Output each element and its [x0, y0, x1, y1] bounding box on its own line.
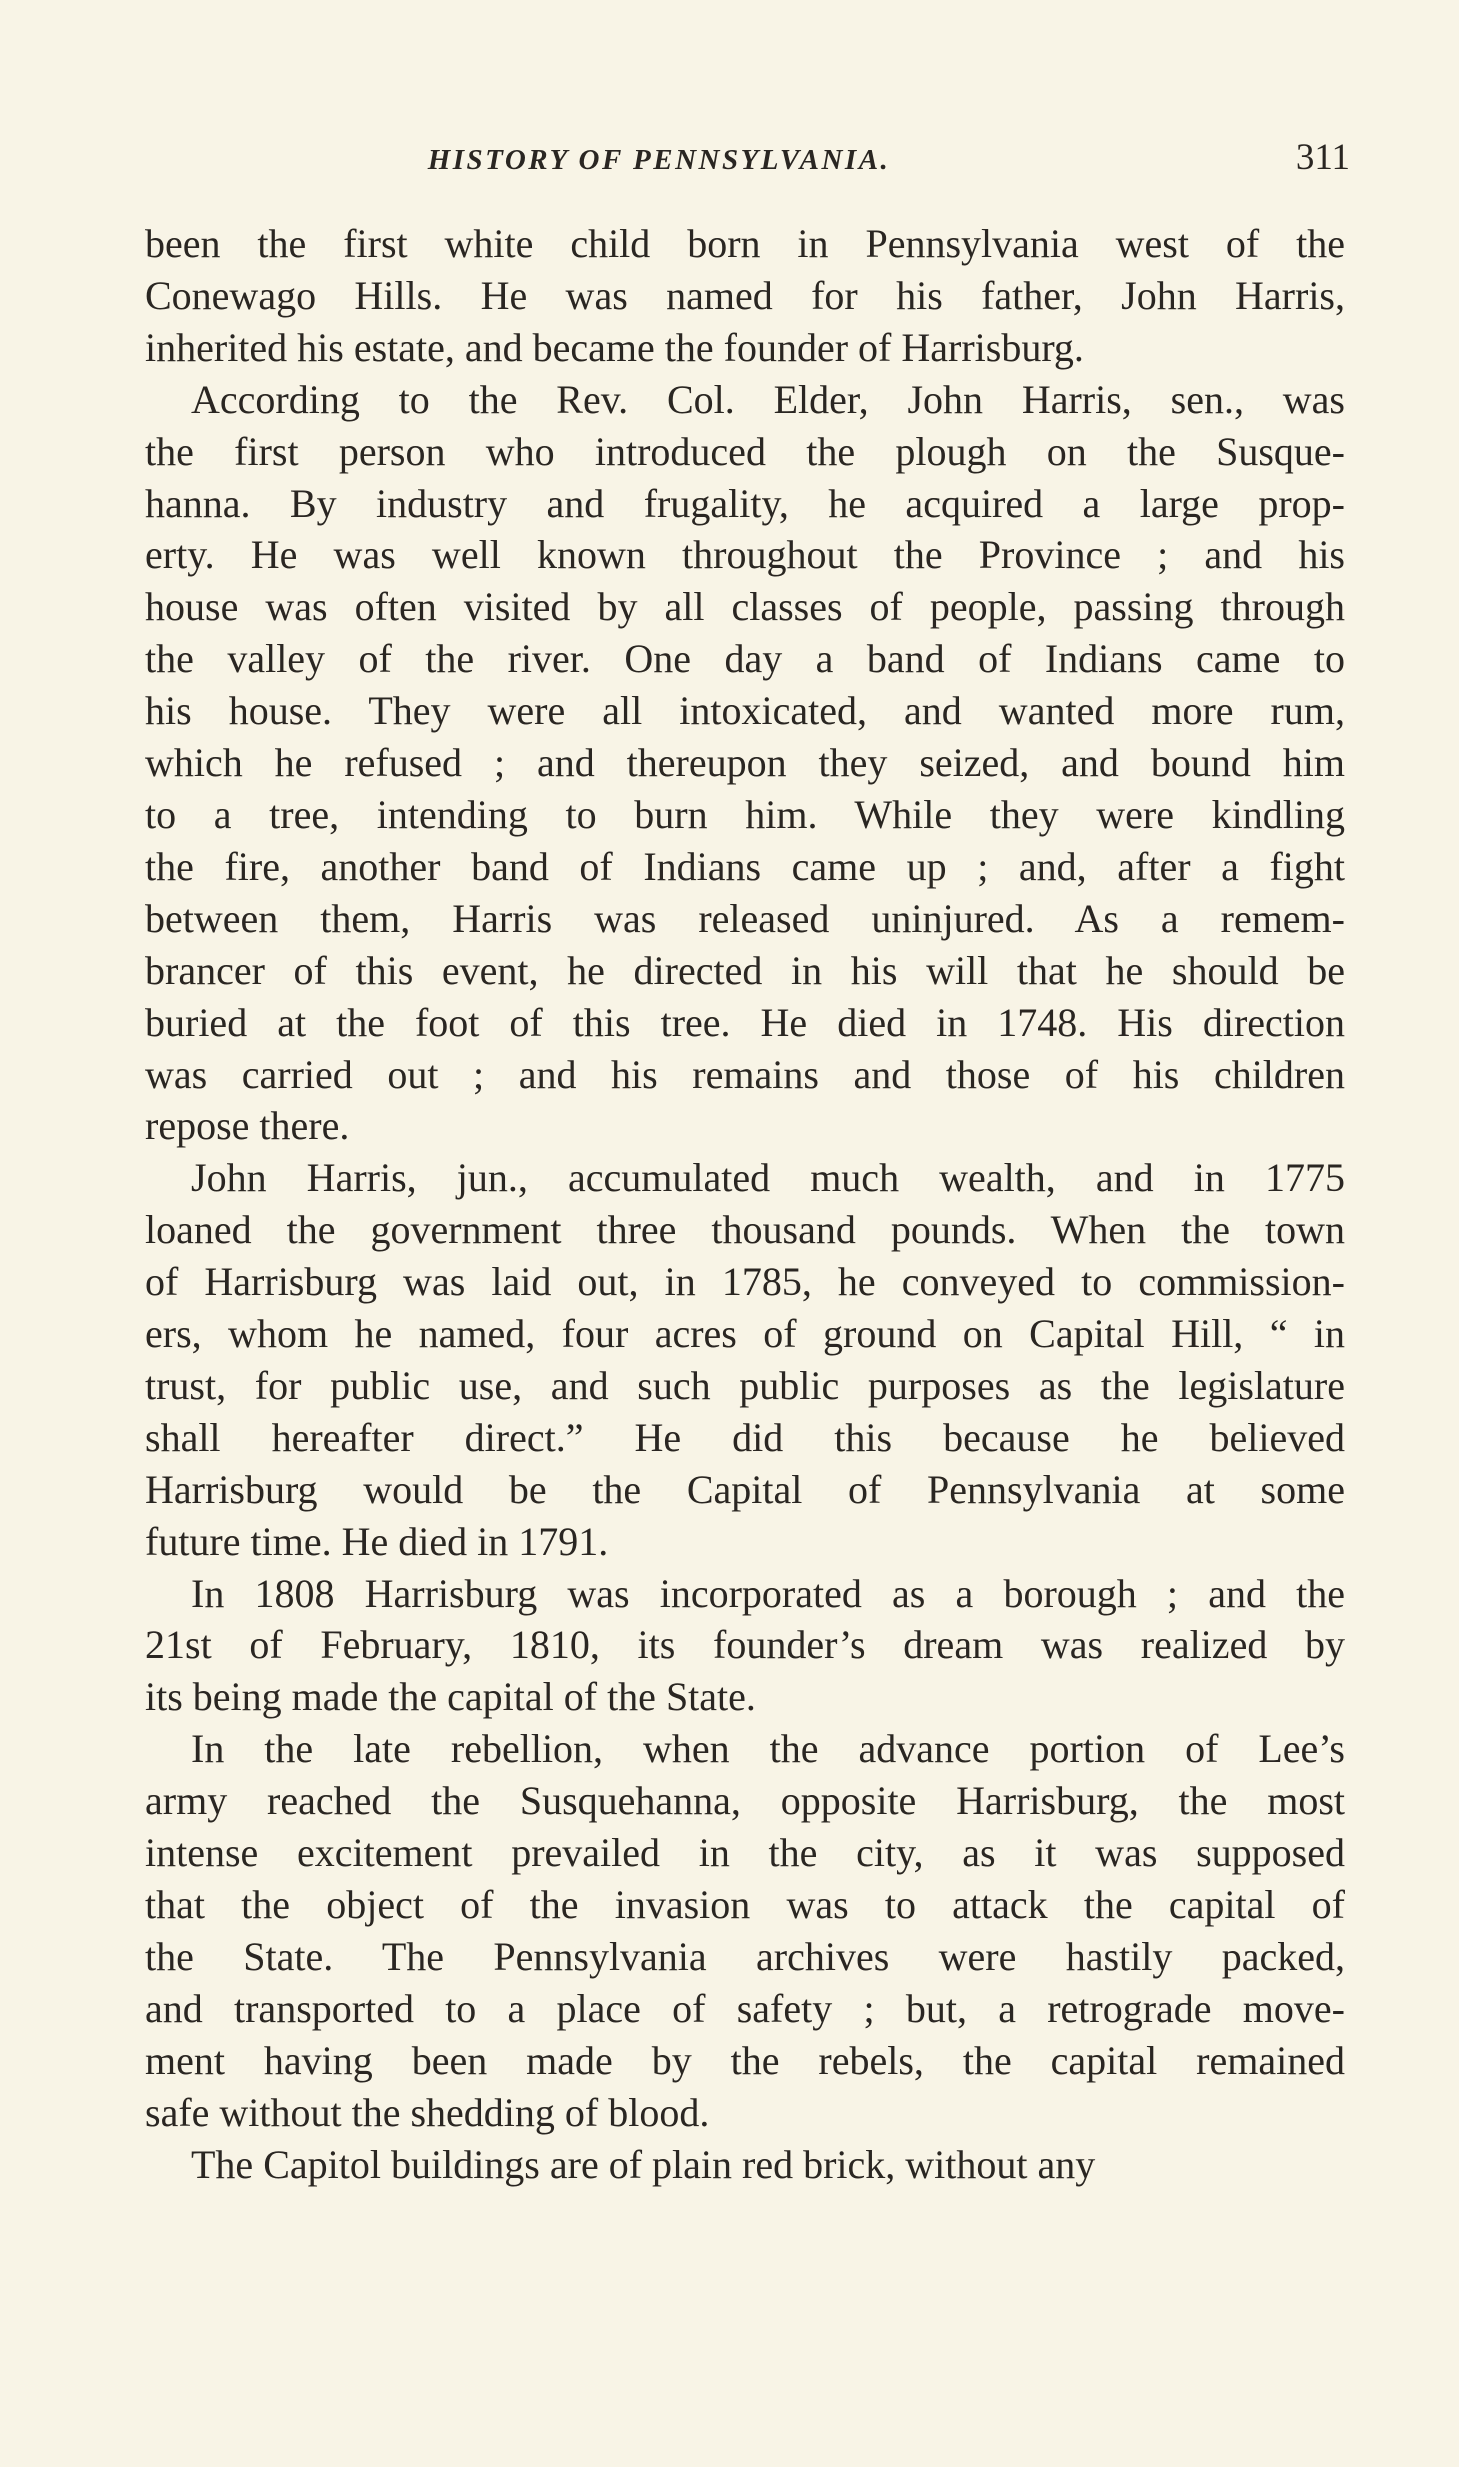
- text-line: and transported to a place of safety ; but, a retrograde move-: [145, 1985, 1345, 2031]
- text-line: house was often visited by all classes of people, passing through: [145, 584, 1345, 630]
- text-line: According to the Rev. Col. Elder, John Harris, sen., was: [191, 376, 1345, 422]
- text-line: The Capitol buildings are of plain red brick, without any: [191, 2141, 1096, 2187]
- paragraph: [145, 1152, 1345, 1567]
- paragraph: [145, 218, 1345, 374]
- text-line: shall hereafter direct.” He did this because he believed: [145, 1414, 1345, 1460]
- text-line: its being made the capital of the State.: [145, 1674, 756, 1720]
- text-line: that the object of the invasion was to attack the capital of: [145, 1882, 1345, 1927]
- text-line: future time. He died in 1791.: [145, 1518, 609, 1564]
- text-line: inherited his estate, and became the founder of Harrisburg.: [145, 324, 1084, 370]
- text-line: In the late rebellion, when the advance portion of Lee’s: [191, 1726, 1345, 1772]
- text-line: the valley of the river. One day a band of Indians came to: [145, 636, 1345, 682]
- text-line: In 1808 Harrisburg was incorporated as a borough ; and the: [191, 1570, 1345, 1616]
- paragraph: [145, 2139, 1345, 2191]
- paragraph: [145, 1568, 1345, 1724]
- text-line: trust, for public use, and such public purposes as the legislature: [145, 1362, 1345, 1408]
- text-line: brancer of this event, he directed in his will that he should be: [145, 947, 1345, 993]
- paragraph: [145, 1723, 1345, 2138]
- text-line: ers, whom he named, four acres of ground on Capital Hill, “ in: [145, 1311, 1345, 1357]
- text-line: Harrisburg would be the Capital of Pennsylvania at some: [145, 1466, 1345, 1512]
- text-line: army reached the Susquehanna, opposite Harrisburg, the most: [145, 1778, 1345, 1824]
- text-line: 21st of February, 1810, its founder’s dream was realized by: [145, 1622, 1345, 1668]
- text-line: to a tree, intending to burn him. While they were kindling: [145, 791, 1345, 837]
- text-line: of Harrisburg was laid out, in 1785, he conveyed to commission-: [145, 1259, 1345, 1305]
- text-line: loaned the government three thousand pounds. When the town: [145, 1207, 1345, 1253]
- text-line: ment having been made by the rebels, the capital remained: [145, 2037, 1345, 2083]
- text-line: repose there.: [145, 1103, 350, 1149]
- running-title: HISTORY OF PENNSYLVANIA.: [427, 144, 891, 176]
- running-head: [145, 137, 1350, 182]
- text-line: buried at the foot of this tree. He died in 1748. His direction: [145, 999, 1345, 1045]
- page-number: 311: [1295, 137, 1350, 178]
- text-line: hanna. By industry and frugality, he acquired a large prop-: [145, 480, 1345, 526]
- text-line: between them, Harris was released uninjured. As a remem-: [145, 895, 1345, 941]
- text-line: which he refused ; and thereupon they seized, and bound him: [145, 740, 1345, 786]
- paragraph: [145, 374, 1345, 1153]
- text-line: intense excitement prevailed in the city, as it was supposed: [145, 1830, 1345, 1876]
- text-line: Conewago Hills. He was named for his father, John Harris,: [145, 272, 1345, 318]
- text-line: the fire, another band of Indians came up ; and, after a fight: [145, 843, 1345, 889]
- text-line: safe without the shedding of blood.: [145, 2089, 710, 2135]
- text-line: his house. They were all intoxicated, and wanted more rum,: [145, 688, 1345, 734]
- body-text: [145, 218, 1345, 2190]
- text-line: been the first white child born in Pennsylvania west of the: [145, 221, 1345, 266]
- text-line: the State. The Pennsylvania archives were hastily packed,: [145, 1933, 1345, 1979]
- text-line: John Harris, jun., accumulated much wealth, and in 1775: [191, 1155, 1345, 1201]
- text-line: the first person who introduced the plough on the Susque-: [145, 428, 1345, 474]
- text-line: erty. He was well known throughout the Province ; and his: [145, 532, 1345, 578]
- text-line: was carried out ; and his remains and those of his children: [145, 1051, 1345, 1097]
